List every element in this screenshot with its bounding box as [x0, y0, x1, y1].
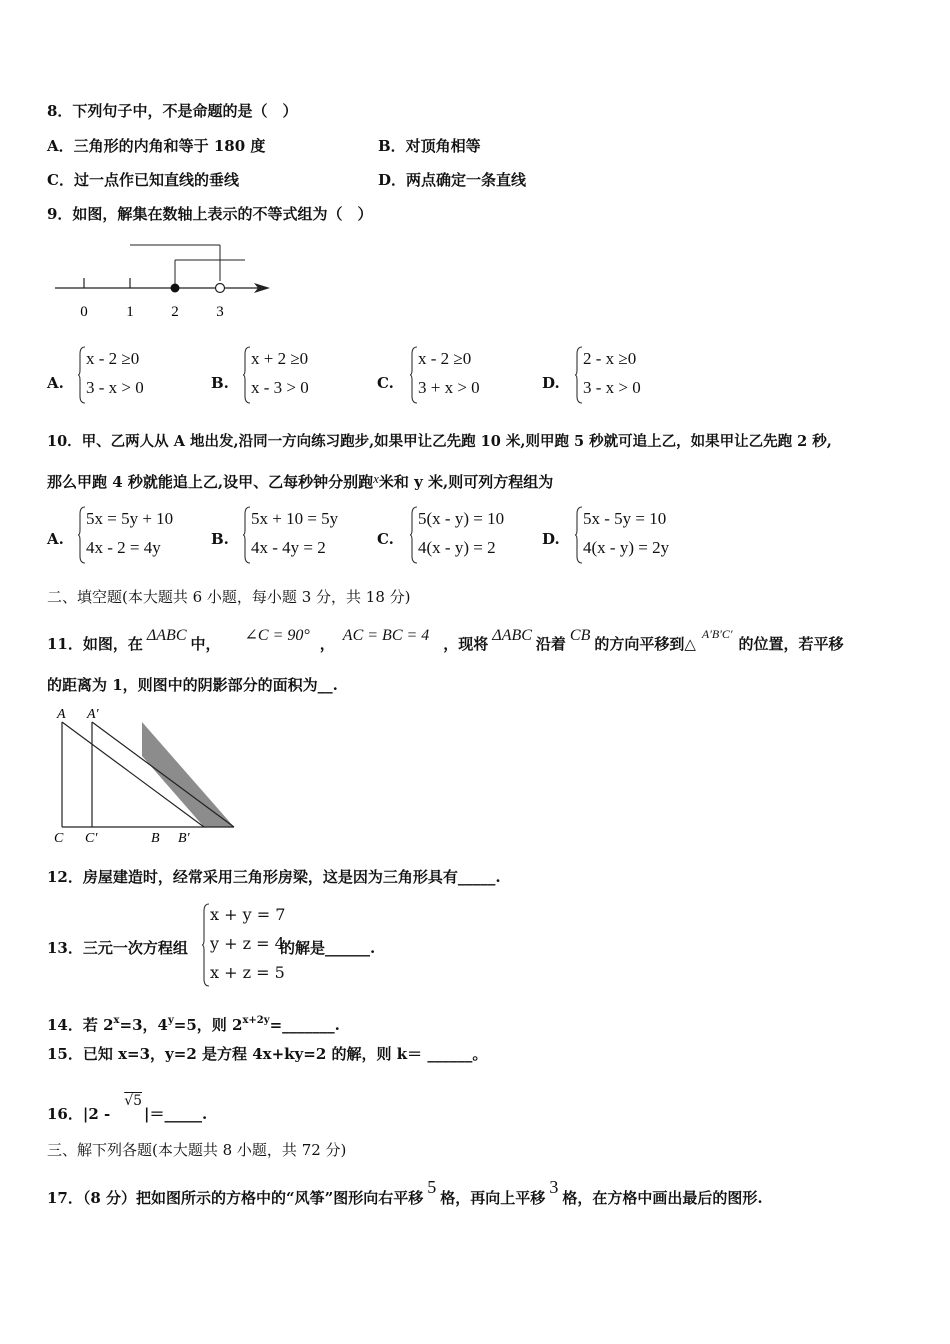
vertex-label: A	[57, 707, 66, 722]
q10-option-b-label: B.	[211, 530, 229, 548]
equation-line: 5x + 10 = 5y	[251, 509, 339, 528]
vertex-label: C′	[85, 831, 98, 846]
vertex-label: C	[54, 831, 64, 846]
q11-triangle-figure	[50, 700, 210, 850]
equation-line: x + y = 7	[210, 905, 286, 924]
q10-option-c-label: C.	[377, 530, 394, 548]
q15-text: 15．已知 x=3，y=2 是方程 4x+ky=2 的解，则 k＝ ______。	[47, 1045, 488, 1063]
q10-line2: 那么甲跑 4 秒就能追上乙,设甲、乙每秒钟分别跑x米和 y 米,则可列方程组为	[47, 471, 554, 491]
shaded-region	[142, 722, 234, 827]
equation-line: x - 2 ≥0	[418, 349, 472, 368]
equation-line: 4x - 4y = 2	[251, 538, 326, 557]
vertex-label: A′	[87, 707, 99, 722]
q9-option-d-label: D.	[542, 374, 560, 392]
equation-line: x - 3 > 0	[251, 378, 309, 397]
equation-line: y + z = 4	[210, 934, 285, 953]
equation-line: 4(x - y) = 2y	[583, 538, 670, 557]
vertex-label: B′	[178, 831, 190, 846]
q13-suffix: 的解是______.	[280, 939, 376, 957]
q16-text: 16．|2 -√5|＝_____.	[47, 1093, 208, 1123]
q8-stem: 8．下列句子中，不是命题的是（ ）	[47, 102, 298, 120]
q14-text: 14．若 $2^x=3$，$4^y=5$，则 $2^{x+2y}=\_\_\_\_\_\_\_$.	[47, 1015, 340, 1034]
equation-line: 3 + x > 0	[418, 378, 480, 397]
q9-stem: 9．如图，解集在数轴上表示的不等式组为（ ）	[47, 205, 373, 223]
q9-option-b-label: B.	[211, 374, 229, 392]
q8-option-c: C．过一点作已知直线的垂线	[47, 171, 239, 189]
q8-option-a: A．三角形的内角和等于 180 度	[47, 137, 266, 155]
equation-line: 5x - 5y = 10	[583, 509, 667, 528]
hollow-point-marker	[216, 284, 225, 293]
solid-point-marker	[171, 284, 180, 293]
q10-line1: 10．甲、乙两人从 A 地出发,沿同一方向练习跑步,如果甲让乙先跑 10 米,则甲跑 5 秒就可追上乙，如果甲让乙先跑 2 秒,	[47, 433, 832, 450]
q11-line2: 的距离为 1，则图中的阴影部分的面积为__.	[47, 676, 338, 694]
tick-label: 3	[216, 304, 224, 320]
q10-option-d-label: D.	[542, 530, 560, 548]
q9-option-a-label: A.	[47, 374, 64, 392]
q10-option-a-label: A.	[47, 530, 64, 548]
equation-line: 3 - x > 0	[86, 378, 144, 397]
q9-option-c-label: C.	[377, 374, 394, 392]
q17-text: 17．（8 分）把如图所示的方格中的“风筝”图形向右平移5格，再向上平移3格，在方格中画出最后的图形.	[47, 1177, 763, 1207]
section-3-heading: 三、解下列各题(本大题共 8 小题，共 72 分)	[47, 1141, 347, 1159]
number-line-figure	[50, 238, 280, 323]
q8-option-d: D．两点确定一条直线	[378, 171, 527, 189]
tick-label: 0	[80, 304, 88, 320]
q12-text: 12．房屋建造时，经常采用三角形房梁，这是因为三角形具有_____.	[47, 868, 501, 886]
tick-label: 2	[171, 304, 179, 320]
vertex-label: B	[151, 831, 160, 846]
equation-line: x + z = 5	[210, 963, 285, 982]
q11-line1: 11．如图，在 ΔABC 中， ∠C = 90° ， AC = BC = 4 ，现将 ΔABC 沿着 CB 的方向平移到△$^{A'B'C'}$的位置，若平移	[47, 627, 844, 653]
equation-line: 4(x - y) = 2	[418, 538, 496, 557]
equation-line: 4x - 2 = 4y	[86, 538, 161, 557]
equation-line: 5(x - y) = 10	[418, 509, 505, 528]
q13-prefix: 13．三元一次方程组	[47, 939, 188, 957]
equation-line: 5x = 5y + 10	[86, 509, 174, 528]
tick-label: 1	[126, 304, 134, 320]
equation-line: 2 - x ≥0	[583, 349, 637, 368]
equation-line: x + 2 ≥0	[251, 349, 309, 368]
q8-option-b: B．对顶角相等	[378, 137, 481, 155]
section-2-heading: 二、填空题(本大题共 6 小题，每小题 3 分，共 18 分)	[47, 588, 411, 606]
equation-line: 3 - x > 0	[583, 378, 641, 397]
equation-line: x - 2 ≥0	[86, 349, 140, 368]
